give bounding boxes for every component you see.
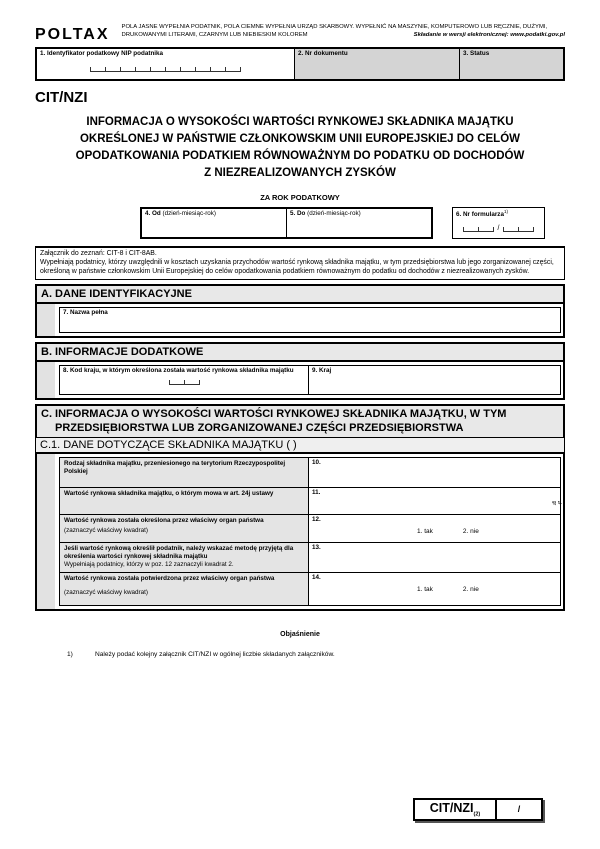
form-number-separator: / [497,225,500,233]
form-number-comb-left[interactable] [463,225,494,232]
tax-year-subtitle: ZA ROK PODATKOWY [260,193,340,202]
form-number-field[interactable] [452,207,545,239]
footer-form-code-text: CIT/NZI [429,800,474,815]
form-title-line-2: OKREŚLONEJ W PAŃSTWIE CZŁONKOWSKIM UNII EUROPEJSKIEJ DO CELÓW [79,133,520,145]
efiling-note: Składanie w wersji elektronicznej: www.podatki.gov.pl [413,31,565,38]
full-name-label: 7. Nazwa pełna [63,309,108,317]
section-c1-body [35,453,565,611]
row-value-confirmed-label-text: Wartość rynkowa została potwierdzona przez właściwy organ państwa [64,575,275,583]
row-valuation-method-input[interactable] [309,543,560,572]
row-valuation-method-label-text: Jeśli wartość rynkową określił podatnik, należy wskazać metodę przyjętą dla określenia wartości rynkowej składnika majątku [64,545,294,561]
form-code: CIT/NZI [35,89,88,106]
country-field[interactable] [308,365,561,395]
row-value-determined-label-note: (zaznaczyć właściwy kwadrat) [64,527,148,535]
row-value-determined-input[interactable] [309,515,560,542]
section-a-body [35,303,565,338]
tax-period-row [35,207,565,239]
instructions-line-1: POLA JASNE WYPEŁNIA PODATNIK, POLA CIEMNE WYPEŁNIA URZĄD SKARBOWY. WYPEŁNIĆ NA MASZYNIE, KOMPUTEROWO LUB RĘCZNIE, DUŻYMI, [121,24,548,30]
form-title-line-4: Z NIEZREALIZOWANYCH ZYSKÓW [204,167,396,179]
row-market-value-label-text: Wartość rynkowa składnika majątku, o którym mowa w art. 24j ustawy [64,490,274,498]
field-11-number: 11. [312,489,321,497]
poltax-logo: POLTAX [35,26,110,43]
row-value-confirmed-input[interactable] [309,573,560,605]
attachment-note [35,246,565,280]
identification-row [35,47,565,81]
footer-page-indicator: / [517,803,521,814]
section-c-header: C. INFORMACJA O WYSOKOŚCI WARTOŚCI RYNKOWEJ SKŁADNIKA MAJĄTKU, W TYM PRZEDSIĘBIORSTWA LUB ZORGANIZOWANEJ CZĘŚCI PRZEDSIĘBIORSTWA [35,404,565,438]
row-valuation-method-label-note: Wypełniają podatnicy, którzy w poz. 12 zaznaczyli kwadrat 2. [64,560,234,568]
period-to-label: 5. Do [290,210,306,217]
country-code-field[interactable] [59,365,308,395]
footnote-1-marker: 1) [67,651,73,659]
form-number-label: 6. Nr formularza [456,211,504,219]
row-asset-type-input[interactable] [309,458,560,487]
section-b-body [35,361,565,400]
footnote-1-text: Należy podać kolejny załącznik CIT/NZI w ogólnej liczbie składanych załączników. [95,651,335,659]
field-10-number: 10. [312,459,321,467]
period-to-hint: (dzień-miesiąc-rok) [307,210,361,217]
instructions-line-2: DRUKOWANYMI LITERAMI, CZARNYM LUB NIEBIESKIM KOLOREM [121,31,308,38]
section-a-header: A. DANE IDENTYFIKACYJNE [35,284,565,303]
row-valuation-method-label [60,543,309,572]
row-value-confirmed-by-authority [60,573,560,605]
period-from-label: 4. Od [145,210,161,217]
row-value-confirmed-label [60,573,309,605]
row-value-determined-by-authority [60,515,560,543]
field-14-number: 14. [312,574,321,582]
full-name-field[interactable] [59,307,561,333]
row-valuation-method [60,543,560,573]
status-field [460,49,563,79]
row-value-determined-label-text: Wartość rynkowa została określona przez właściwy organ państwa [64,517,264,525]
attachment-note-intro: Załącznik do zeznań: CIT-8 i CIT-8AB. [40,250,157,257]
unit-zl: zł [555,501,562,505]
row-market-value-input[interactable] [309,488,560,514]
footer-form-code [415,800,497,820]
tax-period-box [140,207,433,239]
form-title-line-3: OPODATKOWANIA PODATKIEM RÓWNOWAŻNYM DO PODATKU OD DOCHODÓW [75,150,525,162]
row-market-value-label [60,488,309,514]
period-from-hint: (dzień-miesiąc-rok) [162,210,217,217]
row-value-determined-label [60,515,309,542]
nip-field[interactable] [37,49,295,79]
footnote-1 [35,651,565,658]
row-asset-type-label-text: Rodzaj składnika majątku, przeniesionego na terytorium Rzeczypospolitej Polskiej [64,460,286,476]
form-title-line-1: INFORMACJA O WYSOKOŚCI WARTOŚCI RYNKOWEJ SKŁADNIKA MAJĄTKU [86,116,514,128]
filling-instructions [122,24,565,39]
field-12-number: 12. [312,516,321,524]
country-code-comb-input[interactable] [169,378,200,385]
document-number-label: 2. Nr dokumentu [298,50,348,57]
currency-unit-label [551,501,561,505]
row-asset-type [60,458,560,488]
attachment-note-body: Wypełniają podatnicy, którzy uwzględnili w kosztach uzyskania przychodów wartość rynkową składnika majątku, w tym przedsiębiorstwa lub jego zorganizowanej części, określoną w państwie członkowskim Unii Europejskiej do celów opodatkowania podatkiem równoważnym do podatku od dochodów z niezrealizowanych zysków. [40,258,554,275]
row-asset-type-label [60,458,309,487]
nip-field-label: 1. Identyfikator podatkowy NIP podatnika [40,50,164,57]
section-c1-header: C.1. DANE DOTYCZĄCE SKŁADNIKA MAJĄTKU ( ) [35,438,565,453]
field-13-number: 13. [312,544,321,552]
form-number-footnote-ref: 1) [503,209,508,214]
form-number-comb-right[interactable] [503,225,534,232]
period-to-field[interactable] [286,209,431,237]
field-12-option-yes[interactable]: 1. tak [417,528,433,536]
period-from-field[interactable] [142,209,286,237]
footer-form-code-sub: (2) [473,811,481,817]
footer-form-code-box [413,798,543,822]
field-14-option-yes[interactable]: 1. tak [417,586,433,594]
document-number-field [295,49,460,79]
row-value-confirmed-label-note: (zaznaczyć właściwy kwadrat) [64,589,148,597]
row-market-value [60,488,560,515]
field-14-option-no[interactable]: 2. nie [462,586,479,594]
field-12-option-no[interactable]: 2. nie [462,528,479,536]
country-label: 9. Kraj [312,367,332,375]
unit-gr: gr [550,501,557,506]
c1-table [59,457,561,606]
nip-comb-input[interactable] [90,65,241,72]
status-label: 3. Status [463,50,490,57]
explanation-heading: Objaśnienie [280,631,320,639]
section-b-header: B. INFORMACJE DODATKOWE [35,342,565,361]
form-header [35,24,565,44]
country-code-label: 8. Kod kraju, w którym określona została wartość rynkowa składnika majątku [63,367,294,375]
form-title [35,114,565,182]
